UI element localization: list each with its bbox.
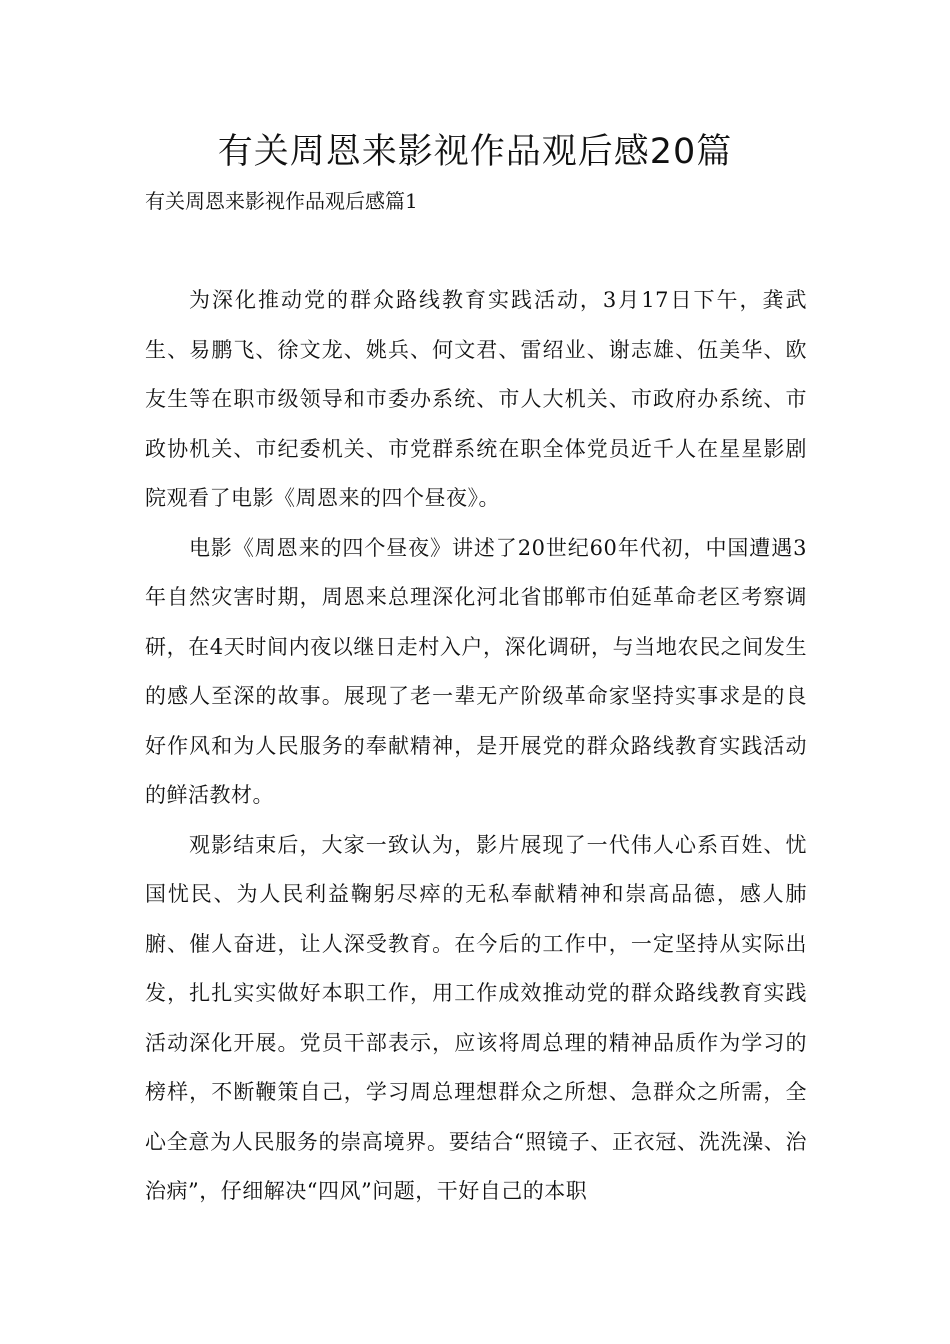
paragraph-1: 为深化推动党的群众路线教育实践活动，3月17日下午，龚武生、易鹏飞、徐文龙、姚兵、何文君、雷绍业、谢志雄、伍美华、欧友生等在职市级领导和市委办系统、市人大机关、市政府办系统、市政协机关、市纪委机关、市党群系统在职全体党员近千人在星星影剧院观看了电影《周恩来的四个昼夜》。 [145, 288, 807, 510]
document-body [145, 276, 807, 1217]
paragraph-2: 电影《周恩来的四个昼夜》讲述了20世纪60年代初，中国遭遇3年自然灾害时期，周恩来总理深化河北省邯郸市伯延革命老区考察调研，在4天时间内夜以继日走村入户，深化调研，与当地农民之间发生的感人至深的故事。展现了老一辈无产阶级革命家坚持实事求是的良好作风和为人民服务的奉献精神，是开展党的群众路线教育实践活动的鲜活教材。 [145, 535, 807, 807]
paragraph-3: 观影结束后，大家一致认为，影片展现了一代伟人心系百姓、忧国忧民、为人民利益鞠躬尽瘁的无私奉献精神和崇高品德，感人肺腑、催人奋进，让人深受教育。在今后的工作中，一定坚持从实际出发，扎扎实实做好本职工作，用工作成效推动党的群众路线教育实践活动深化开展。党员干部表示，应该将周总理的精神品质作为学习的榜样，不断鞭策自己，学习周总理想群众之所想、急群众之所需，全心全意为人民服务的崇高境界。要结合“照镜子、正衣冠、洗洗澡、治治病”，仔细解决“四风”问题，干好自己的本职 [145, 832, 807, 1203]
document-title: 有关周恩来影视作品观后感20篇 [217, 132, 733, 172]
section-heading: 有关周恩来影视作品观后感篇1 [145, 189, 418, 213]
